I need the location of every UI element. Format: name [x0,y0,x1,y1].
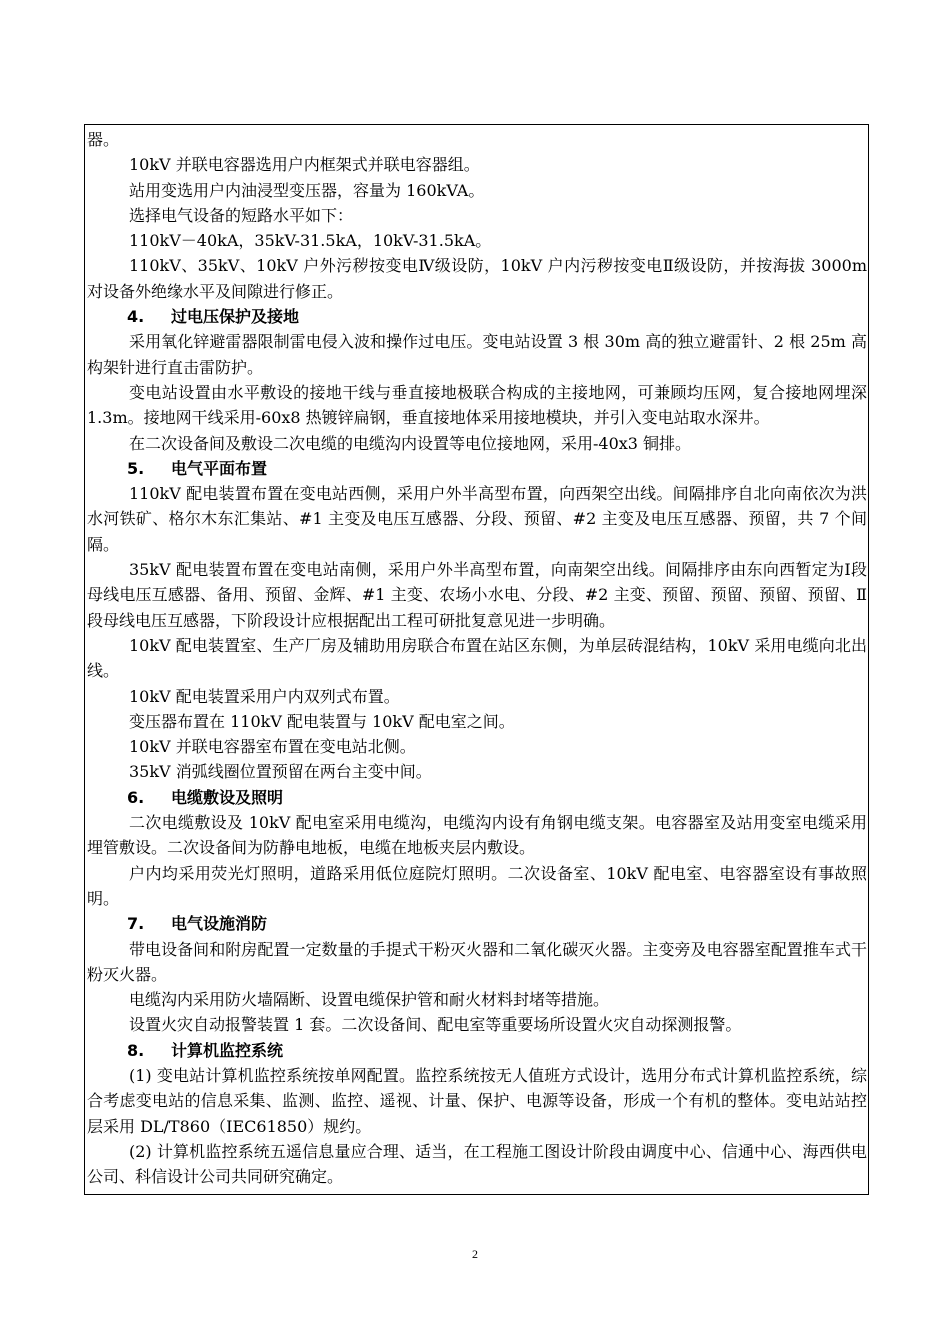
section-number: 8. [127,1040,145,1060]
paragraph: 变压器布置在 110kV 配电装置与 10kV 配电室之间。 [129,711,515,731]
paragraph: 选择电气设备的短路水平如下： [129,205,354,225]
section-title: 计算机监控系统 [171,1040,284,1060]
section-title: 电缆敷设及照明 [171,787,284,807]
paragraph: 电缆沟内采用防火墙隔断、设置电缆保护管和耐火材料封堵等措施。 [129,990,610,1010]
paragraph: 10kV 配电装置室、生产厂房及辅助用房联合布置在站区东侧，为单层砖混结构，10kV 采用电缆向北出线。 [87,635,867,681]
section-title: 电气平面布置 [171,458,268,478]
paragraph: 户内均采用荧光灯照明，道路采用低位庭院灯照明。二次设备室、10kV 配电室、电容器室设有事故照明。 [87,863,867,908]
paragraph: 设置火灾自动报警装置 1 套。二次设备间、配电室等重要场所设置火灾自动探测报警。 [129,1015,742,1035]
page-number: 2 [472,1247,478,1261]
section-heading-6 [85,785,868,810]
paragraph: 35kV 配电装置布置在变电站南侧，采用户外半高型布置，向南架空出线。间隔排序由东向西暂定为Ⅰ段母线电压互感器、备用、预留、金辉、#1 主变、农场小水电、分段、#2 主变、预留、预留、预留、预留、Ⅱ段母线电压互感器，下阶段设计应根据配出工程可研批复意见进一步明确。 [87,560,867,630]
paragraph: 器。 [87,130,120,149]
paragraph: 35kV 消弧线圈位置预留在两台主变中间。 [129,762,432,782]
section-heading-7 [85,911,868,936]
paragraph: 10kV 配电装置采用户内双列式布置。 [129,686,400,706]
paragraph: 二次电缆敷设及 10kV 配电室采用电缆沟，电缆沟内设有角钢电缆支架。电容器室及站用变室电缆采用埋管敷设。二次设备间为防静电地板，电缆在地板夹层内敷设。 [87,813,867,858]
paragraph: 10kV 并联电容器室布置在变电站北侧。 [129,737,416,757]
section-number: 7. [127,914,145,934]
paragraph: 在二次设备间及敷设二次电缆的电缆沟内设置等电位接地网，采用-40x3 铜排。 [129,433,692,453]
section-number: 5. [127,458,145,478]
paragraph: 带电设备间和附房配置一定数量的手提式干粉灭火器和二氧化碳灭火器。主变旁及电容器室配置推车式干粉灭火器。 [87,939,867,984]
section-heading-5 [85,456,868,481]
paragraph: 110kV－40kA，35kV-31.5kA，10kV-31.5kA。 [129,231,492,251]
section-heading-8 [85,1038,868,1063]
content-table-cell [84,124,869,1195]
paragraph: 10kV 并联电容器选用户内框架式并联电容器组。 [129,155,480,175]
paragraph: (2) 计算机监控系统五遥信息量应合理、适当，在工程施工图设计阶段由调度中心、信通中心、海西供电公司、科信设计公司共同研究确定。 [87,1141,867,1187]
paragraph: 变电站设置由水平敷设的接地干线与垂直接地极联合构成的主接地网，可兼顾均压网，复合接地网埋深 1.3m。接地网干线采用-60x8 热镀锌扁钢，垂直接地体采用接地模块，并引入变电站取水深井。 [87,382,867,428]
paragraph: 110kV 配电装置布置在变电站西侧，采用户外半高型布置，向西架空出线。间隔排序自北向南依次为洪水河铁矿、格尔木东汇集站、#1 主变及电压互感器、分段、预留、#2 主变及电压互感器、预留，共 7 个间隔。 [87,484,867,554]
paragraph: 采用氧化锌避雷器限制雷电侵入波和操作过电压。变电站设置 3 根 30m 高的独立避雷针、2 根 25m 高构架针进行直击雷防护。 [87,332,867,377]
section-title: 电气设施消防 [171,914,268,934]
section-number: 6. [127,787,145,807]
section-number: 4. [127,307,145,327]
section-title: 过电压保护及接地 [171,307,300,327]
paragraph: (1) 变电站计算机监控系统按单网配置。监控系统按无人值班方式设计，选用分布式计算机监控系统，综合考虑变电站的信息采集、监测、监控、遥视、计量、保护、电源等设备，形成一个有机的整体。变电站站控层采用 DL/T860（IEC61850）规约。 [87,1065,867,1136]
section-heading-4 [85,304,868,329]
paragraph: 站用变选用户内油浸型变压器，容量为 160kVA。 [129,180,485,200]
paragraph: 110kV、35kV、10kV 户外污秽按变电Ⅳ级设防，10kV 户内污秽按变电Ⅱ级设防，并按海拔 3000m 对设备外绝缘水平及间隙进行修正。 [87,256,867,301]
